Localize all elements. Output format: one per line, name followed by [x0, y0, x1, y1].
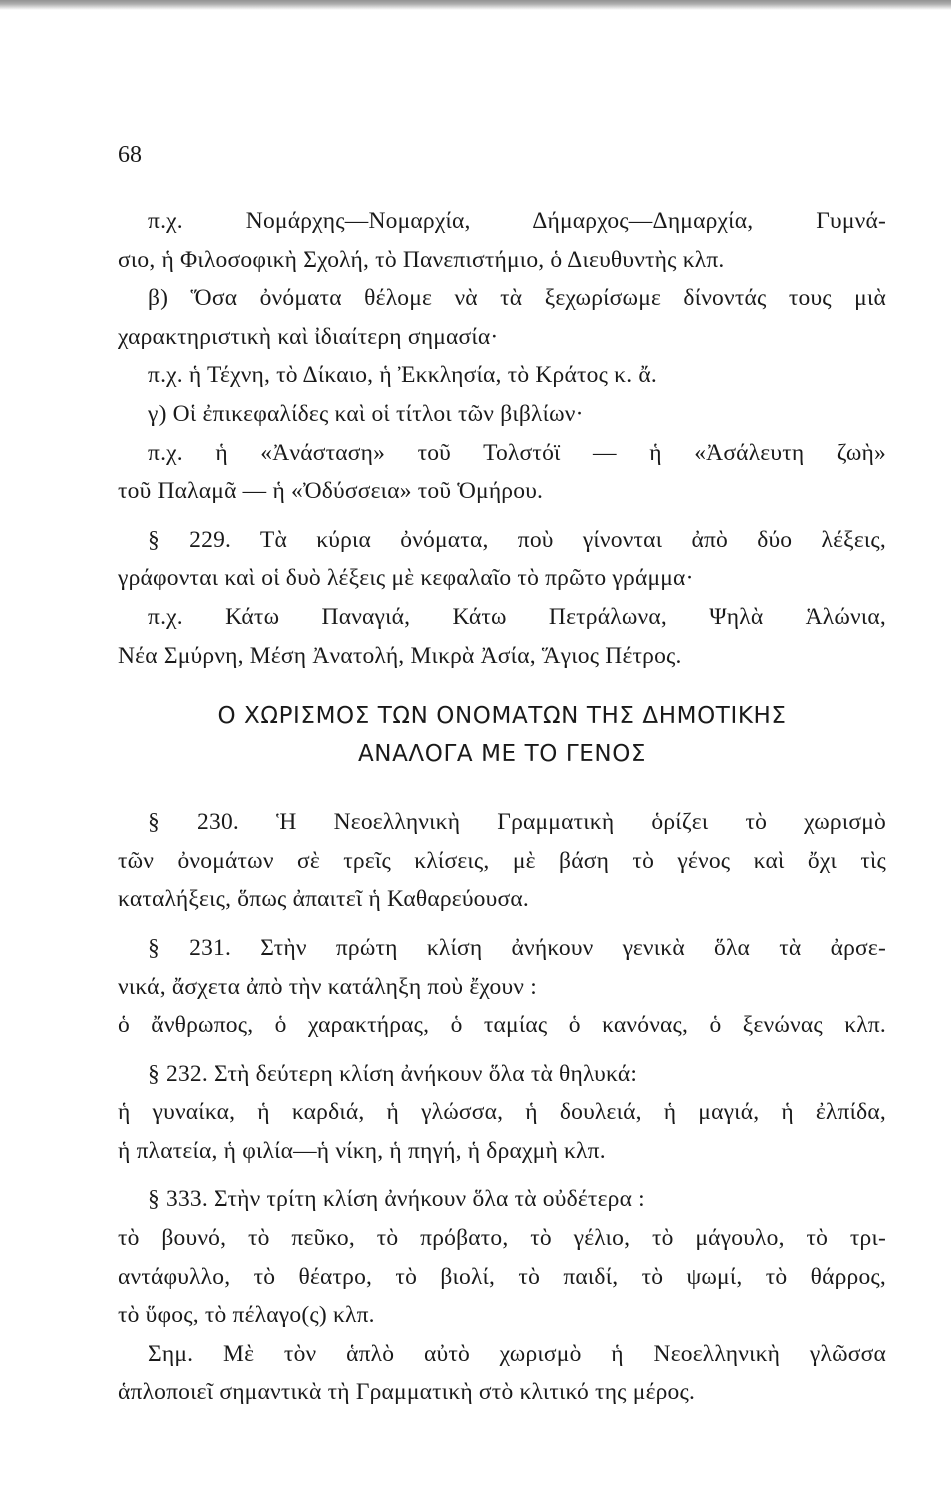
text-line: π.χ. Κάτω Παναγιά, Κάτω Πετράλωνα, Ψηλὰ Ἁλώνια,: [148, 603, 886, 630]
text-line: ἁπλοποιεῖ σημαντικὰ τὴ Γραμματικὴ στὸ κλιτικό της μέρος.: [118, 1379, 696, 1406]
text-line: ἡ πλατεία, ἡ φιλία—ἡ νίκη, ἡ πηγή, ἡ δραχμὴ κλπ.: [118, 1137, 606, 1164]
text-line: π.χ. Νομάρχης—Νομαρχία, Δήμαρχος—Δημαρχία, Γυμνά-: [148, 208, 886, 234]
text-line: Σημ. Μὲ τὸν ἁπλὸ αὐτὸ χωρισμὸ ἡ Νεοελληνικὴ γλῶσσα: [148, 1340, 886, 1367]
text-line: ὁ ἄνθρωπος, ὁ χαρακτήρας, ὁ ταμίας ὁ κανόνας, ὁ ξενώνας κλπ.: [118, 1012, 886, 1039]
text-line: σιο, ἡ Φιλοσοφικὴ Σχολή, τὸ Πανεπιστήμιο, ὁ Διευθυντὴς κλπ.: [118, 246, 725, 273]
page-number: 68: [118, 142, 142, 168]
scan-edge: [0, 0, 951, 10]
text-line: § 232. Στὴ δεύτερη κλίση ἀνήκουν ὅλα τὰ θηλυκά:: [148, 1060, 638, 1087]
text-line: καταλήξεις, ὅπως ἀπαιτεῖ ἡ Καθαρεύουσα.: [118, 886, 529, 913]
text-line: ἡ γυναίκα, ἡ καρδιά, ἡ γλώσσα, ἡ δουλειά, ἡ μαγιά, ἡ ἐλπίδα,: [118, 1099, 886, 1126]
text-line: π.χ. ἡ «Ἀνάσταση» τοῦ Τολστόϊ — ἡ «Ἀσάλευτη ζωὴ»: [148, 439, 886, 466]
text-line: γ) Οἱ ἐπικεφαλίδες καὶ οἱ τίτλοι τῶν βιβλίων·: [148, 400, 584, 427]
text-line: γράφονται καὶ οἱ δυὸ λέξεις μὲ κεφαλαῖο τὸ πρῶτο γράμμα·: [118, 565, 694, 592]
text-line: Νέα Σμύρνη, Μέση Ἀνατολή, Μικρὰ Ἀσία, Ἅγιος Πέτρος.: [118, 642, 682, 669]
text-line: χαρακτηριστικὴ καὶ ἰδιαίτερη σημασία·: [118, 323, 499, 350]
text-line: τὸ βουνό, τὸ πεῦκο, τὸ πρόβατο, τὸ γέλιο, τὸ μάγουλο, τὸ τρι-: [118, 1225, 886, 1252]
page-body: [118, 202, 886, 1412]
text-line: π.χ. ἡ Τέχνη, τὸ Δίκαιο, ἡ Ἐκκλησία, τὸ Κράτος κ. ἄ.: [148, 362, 657, 389]
text-line: β) Ὅσα ὀνόματα θέλομε νὰ τὰ ξεχωρίσωμε δίνοντάς τους μιὰ: [148, 285, 886, 312]
text-line: τῶν ὀνομάτων σὲ τρεῖς κλίσεις, μὲ βάση τὸ γένος καὶ ὄχι τὶς: [118, 847, 886, 874]
text-line: § 230. Ἡ Νεοελληνικὴ Γραμματικὴ ὁρίζει τὸ χωρισμὸ: [148, 809, 886, 836]
text-line: νικά, ἄσχετα ἀπὸ τὴν κατάληξη ποὺ ἔχουν :: [118, 973, 537, 1000]
text-line: τοῦ Παλαμᾶ — ἡ «Ὀδύσσεια» τοῦ Ὁμήρου.: [118, 478, 544, 505]
text-line: § 231. Στὴν πρώτη κλίση ἀνήκουν γενικὰ ὅλα τὰ ἀρσε-: [148, 934, 886, 961]
section-heading-line1: Ο ΧΩΡΙΣΜΟΣ ΤΩΝ ΟΝΟΜΑΤΩΝ ΤΗΣ ΔΗΜΟΤΙΚΗΣ: [217, 703, 787, 730]
text-line: § 333. Στὴν τρίτη κλίση ἀνήκουν ὅλα τὰ οὐδέτερα :: [148, 1186, 645, 1213]
text-line: αντάφυλλο, τὸ θέατρο, τὸ βιολί, τὸ παιδί, τὸ ψωμί, τὸ θάρρος,: [118, 1263, 886, 1290]
text-line: τὸ ὕφος, τὸ πέλαγο(ς) κλπ.: [118, 1302, 375, 1329]
text-line: § 229. Τὰ κύρια ὀνόματα, ποὺ γίνονται ἀπὸ δύο λέξεις,: [148, 526, 886, 553]
section-heading-line2: ΑΝΑΛΟΓΑ ΜΕ ΤΟ ΓΕΝΟΣ: [357, 741, 647, 768]
